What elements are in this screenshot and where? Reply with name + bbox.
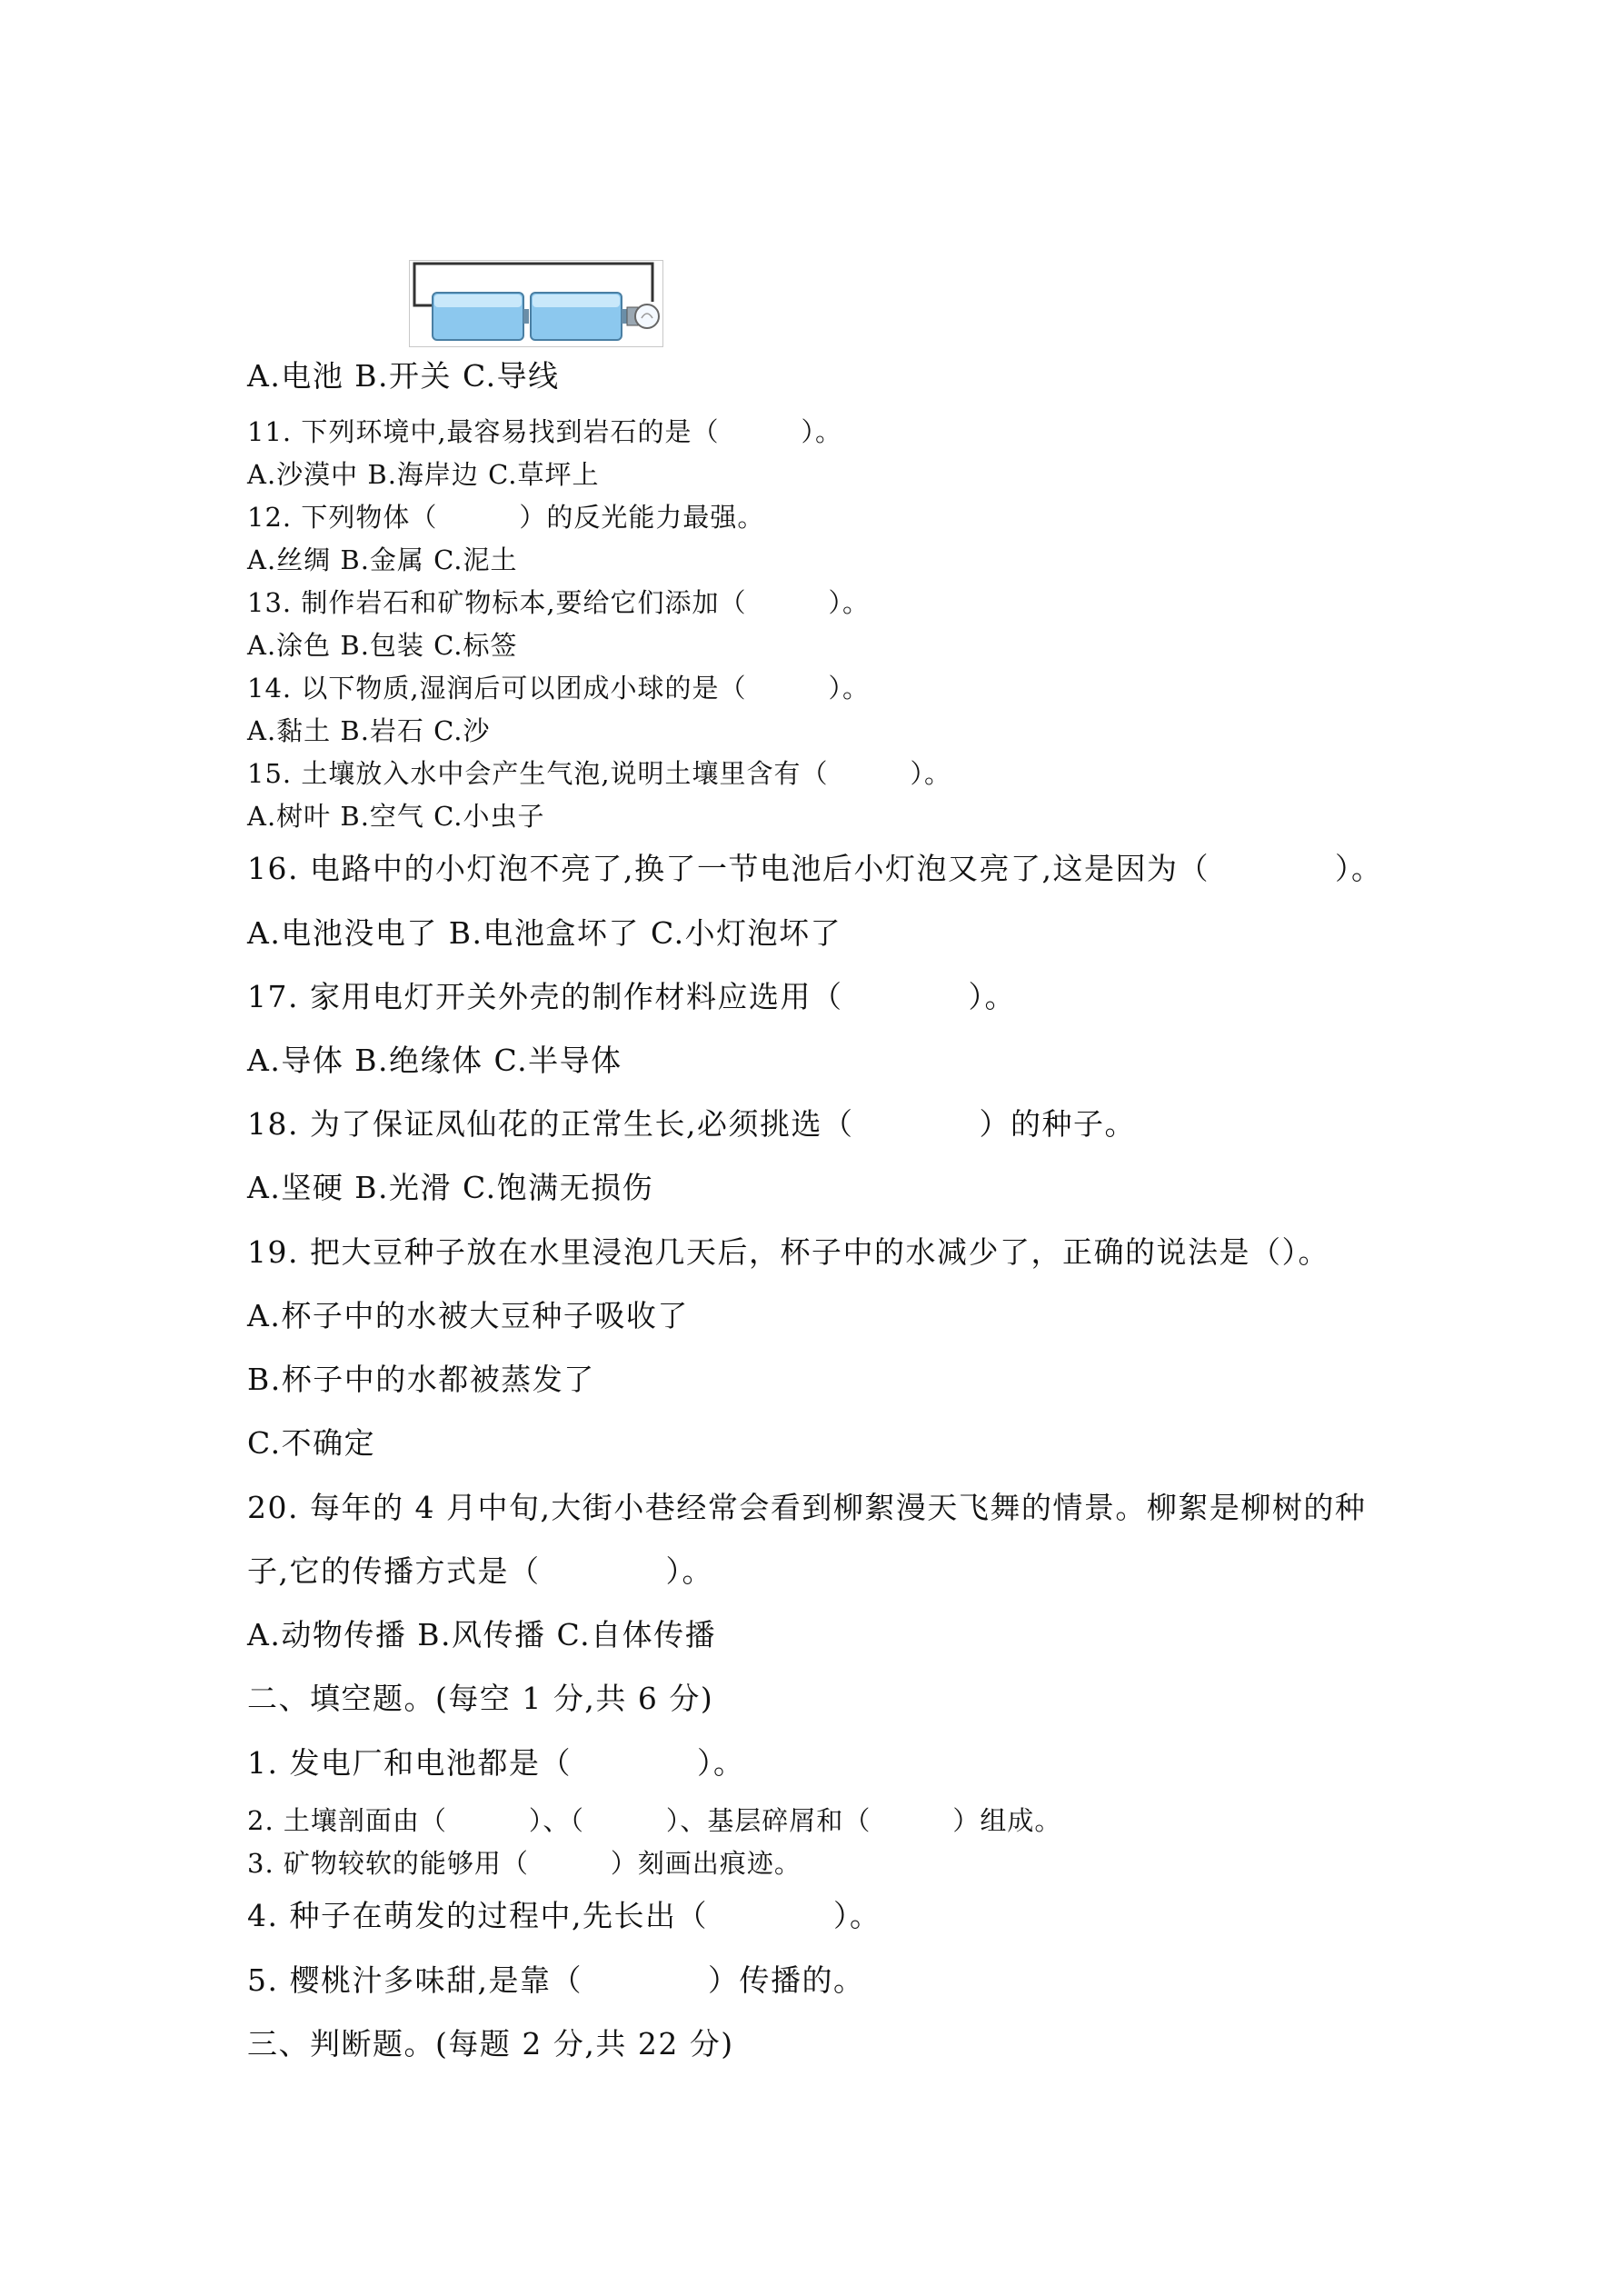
q18-question: 18. 为了保证凤仙花的正常生长,必须挑选（ ）的种子。: [247, 1106, 1136, 1142]
q15-question: 15. 土壤放入水中会产生气泡,说明土壤里含有（ ）。: [247, 758, 952, 789]
q18-options: A.坚硬 B.光滑 C.饱满无损伤: [247, 1170, 654, 1205]
q19-option-b: B.杯子中的水都被蒸发了: [247, 1362, 595, 1397]
q11-options: A.沙漠中 B.海岸边 C.草坪上: [247, 459, 600, 490]
q20-question-line1: 20. 每年的 4 月中旬,大街小巷经常会看到柳絮漫天飞舞的情景。柳絮是柳树的种: [247, 1490, 1367, 1525]
q16-options: A.电池没电了 B.电池盒坏了 C.小灯泡坏了: [247, 915, 842, 951]
section-fill-blank-heading: 二、填空题。(每空 1 分,共 6 分): [247, 1681, 714, 1716]
blank-1: 1. 发电厂和电池都是（ ）。: [247, 1745, 745, 1781]
q17-question: 17. 家用电灯开关外壳的制作材料应选用（ ）。: [247, 979, 1016, 1014]
blank-5: 5. 樱桃汁多味甜,是靠（ ）传播的。: [247, 1962, 865, 1998]
q19-option-a: A.杯子中的水被大豆种子吸收了: [247, 1298, 689, 1333]
blank-4: 4. 种子在萌发的过程中,先长出（ ）。: [247, 1898, 881, 1933]
blank-3: 3. 矿物较软的能够用（ ）刻画出痕迹。: [247, 1848, 802, 1879]
q19-option-c: C.不确定: [247, 1425, 376, 1461]
q14-question: 14. 以下物质,湿润后可以团成小球的是（ ）。: [247, 673, 871, 704]
q11-question: 11. 下列环境中,最容易找到岩石的是（ ）。: [247, 416, 843, 447]
q13-question: 13. 制作岩石和矿物标本,要给它们添加（ ）。: [247, 587, 871, 618]
q15-options: A.树叶 B.空气 C.小虫子: [247, 801, 545, 832]
battery-bulb-circuit-icon: [409, 260, 663, 347]
circuit-diagram: [409, 260, 663, 347]
q10-options: A.电池 B.开关 C.导线: [247, 358, 560, 394]
q13-options: A.涂色 B.包装 C.标签: [247, 630, 518, 661]
q17-options: A.导体 B.绝缘体 C.半导体: [247, 1043, 622, 1078]
section-true-false-heading: 三、判断题。(每题 2 分,共 22 分): [247, 2026, 734, 2061]
q20-question-line2: 子,它的传播方式是（ ）。: [247, 1553, 713, 1589]
q12-options: A.丝绸 B.金属 C.泥土: [247, 544, 518, 575]
q12-question: 12. 下列物体（ ）的反光能力最强。: [247, 502, 765, 533]
q16-question: 16. 电路中的小灯泡不亮了,换了一节电池后小灯泡又亮了,这是因为（ ）。: [247, 851, 1383, 886]
blank-2: 2. 土壤剖面由（ ）、（ ）、基层碎屑和（ ）组成。: [247, 1805, 1062, 1836]
q20-options: A.动物传播 B.风传播 C.自体传播: [247, 1617, 717, 1652]
q19-question: 19. 把大豆种子放在水里浸泡几天后，杯子中的水减少了，正确的说法是（）。: [247, 1234, 1329, 1270]
q14-options: A.黏土 B.岩石 C.沙: [247, 715, 491, 746]
